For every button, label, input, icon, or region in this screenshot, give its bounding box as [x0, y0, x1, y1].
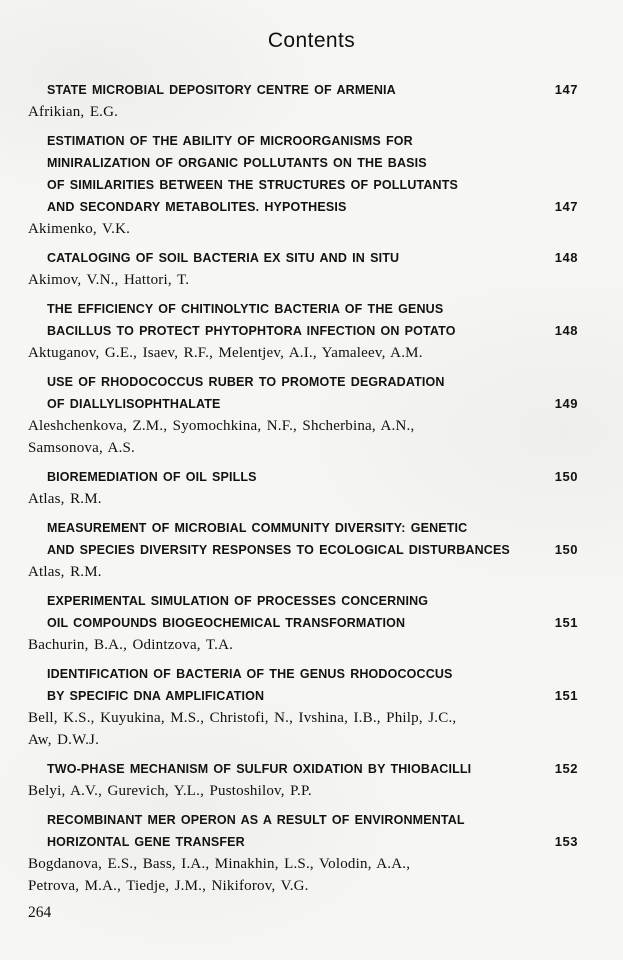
entry-title-line	[28, 320, 578, 342]
entry-title	[28, 758, 578, 780]
entry-title-text: AND SECONDARY METABOLITES. HYPOTHESIS	[47, 200, 347, 214]
entry-title-line	[28, 130, 578, 152]
toc-entry	[28, 298, 578, 364]
entry-title-line	[28, 590, 578, 612]
entry-title-line	[28, 152, 578, 174]
entry-authors	[28, 342, 578, 364]
toc-entry	[28, 517, 578, 583]
entry-title	[28, 809, 578, 853]
toc-entry	[28, 466, 578, 510]
entry-authors	[28, 488, 578, 510]
entry-author-line: Petrova, M.A., Tiedje, J.M., Nikiforov, V.G.	[28, 878, 309, 894]
entry-title-text: CATALOGING OF SOIL BACTERIA EX SITU AND IN SITU	[47, 251, 400, 265]
entry-title	[28, 130, 578, 218]
entry-title-line	[28, 809, 578, 831]
entry-title-line	[28, 758, 578, 780]
entry-title-text: OIL COMPOUNDS BIOGEOCHEMICAL TRANSFORMATION	[47, 616, 406, 630]
entry-page-number: 152	[554, 761, 578, 776]
entry-author-line: Bogdanova, E.S., Bass, I.A., Minakhin, L.S., Volodin, A.A.,	[28, 856, 411, 872]
entry-authors	[28, 780, 578, 802]
entry-page-number: 151	[554, 688, 578, 703]
entry-title-text: MEASUREMENT OF MICROBIAL COMMUNITY DIVERSITY: GENETIC	[47, 521, 468, 535]
entry-page-number: 153	[554, 834, 578, 849]
entry-title	[28, 298, 578, 342]
entry-page-number: 147	[554, 82, 578, 97]
entry-author-line: Atlas, R.M.	[28, 491, 102, 507]
entry-title-line	[28, 685, 578, 707]
entry-title-line	[28, 466, 578, 488]
entry-title-line	[28, 298, 578, 320]
entry-title-text: ESTIMATION OF THE ABILITY OF MICROORGANISMS FOR	[47, 134, 413, 148]
toc-entry	[28, 590, 578, 656]
entry-title-text: EXPERIMENTAL SIMULATION OF PROCESSES CONCERNING	[47, 594, 429, 608]
page-title: Contents	[267, 29, 356, 52]
entry-author-line: Aleshchenkova, Z.M., Syomochkina, N.F., Shcherbina, A.N.,	[28, 418, 415, 434]
toc-entry	[28, 130, 578, 240]
entry-page-number: 147	[554, 199, 578, 214]
entry-title	[28, 517, 578, 561]
entry-page-number: 148	[554, 323, 578, 338]
entry-author-line: Akimov, V.N., Hattori, T.	[28, 272, 190, 288]
entry-title-line	[28, 539, 578, 561]
entry-title	[28, 79, 578, 101]
entry-title-text: RECOMBINANT MER OPERON AS A RESULT OF ENVIRONMENTAL	[47, 813, 465, 827]
toc-entry	[28, 663, 578, 751]
entry-title-text: HORIZONTAL GENE TRANSFER	[47, 835, 245, 849]
entry-title-line	[28, 79, 578, 101]
entry-author-line: Belyi, A.V., Gurevich, Y.L., Pustoshilov, P.P.	[28, 783, 312, 799]
entry-authors	[28, 561, 578, 583]
entry-author-line: Samsonova, A.S.	[28, 440, 136, 456]
entry-title-line	[28, 174, 578, 196]
entry-author-line: Aw, D.W.J.	[28, 732, 100, 748]
entry-title-text: OF SIMILARITIES BETWEEN THE STRUCTURES OF POLLUTANTS	[47, 178, 459, 192]
entry-title-text: BIOREMEDIATION OF OIL SPILLS	[47, 470, 257, 484]
entry-title	[28, 466, 578, 488]
entry-title-line	[28, 663, 578, 685]
entry-title-text: AND SPECIES DIVERSITY RESPONSES TO ECOLOGICAL DISTURBANCES	[47, 543, 510, 557]
entry-title-text: BY SPECIFIC DNA AMPLIFICATION	[47, 689, 265, 703]
entry-title-line	[28, 247, 578, 269]
entry-title-text: USE OF RHODOCOCCUS RUBER TO PROMOTE DEGRADATION	[47, 375, 445, 389]
entry-title-line	[28, 371, 578, 393]
entry-page-number: 148	[554, 250, 578, 265]
entry-title-line	[28, 517, 578, 539]
entry-title	[28, 663, 578, 707]
entry-authors	[28, 415, 578, 459]
entry-title-text: STATE MICROBIAL DEPOSITORY CENTRE OF ARMENIA	[47, 83, 396, 97]
entry-authors	[28, 101, 578, 123]
entry-author-line: Atlas, R.M.	[28, 564, 102, 580]
entry-author-line: Bell, K.S., Kuyukina, M.S., Christofi, N., Ivshina, I.B., Philp, J.C.,	[28, 710, 457, 726]
toc-entry	[28, 758, 578, 802]
entry-author-line: Afrikian, E.G.	[28, 104, 119, 120]
entry-title-line	[28, 196, 578, 218]
toc-entry	[28, 371, 578, 459]
toc-entry	[28, 809, 578, 897]
entry-title-line	[28, 831, 578, 853]
entry-title	[28, 247, 578, 269]
entry-authors	[28, 707, 578, 751]
entry-title-line	[28, 393, 578, 415]
entry-authors	[28, 634, 578, 656]
toc-entry	[28, 247, 578, 291]
folio-page-number: 264	[28, 904, 52, 921]
entry-page-number: 150	[554, 542, 578, 557]
entry-title-line	[28, 612, 578, 634]
entry-authors	[28, 853, 578, 897]
entry-title-text: TWO-PHASE MECHANISM OF SULFUR OXIDATION BY THIOBACILLI	[47, 762, 472, 776]
toc-list	[0, 79, 623, 897]
entry-title-text: MINIRALIZATION OF ORGANIC POLLUTANTS ON THE BASIS	[47, 156, 427, 170]
entry-title-text: OF DIALLYLISOPHTHALATE	[47, 397, 221, 411]
entry-author-line: Bachurin, B.A., Odintzova, T.A.	[28, 637, 234, 653]
entry-title-text: BACILLUS TO PROTECT PHYTOPHTORA INFECTION ON POTATO	[47, 324, 456, 338]
entry-title	[28, 371, 578, 415]
entry-title	[28, 590, 578, 634]
entry-author-line: Aktuganov, G.E., Isaev, R.F., Melentjev, A.I., Yamaleev, A.M.	[28, 345, 423, 361]
entry-title-text: IDENTIFICATION OF BACTERIA OF THE GENUS RHODOCOCCUS	[47, 667, 453, 681]
entry-page-number: 151	[554, 615, 578, 630]
entry-page-number: 150	[554, 469, 578, 484]
entry-authors	[28, 269, 578, 291]
toc-entry	[28, 79, 578, 123]
entry-title-text: THE EFFICIENCY OF CHITINOLYTIC BACTERIA OF THE GENUS	[47, 302, 444, 316]
entry-page-number: 149	[554, 396, 578, 411]
entry-authors	[28, 218, 578, 240]
entry-author-line: Akimenko, V.K.	[28, 221, 131, 237]
